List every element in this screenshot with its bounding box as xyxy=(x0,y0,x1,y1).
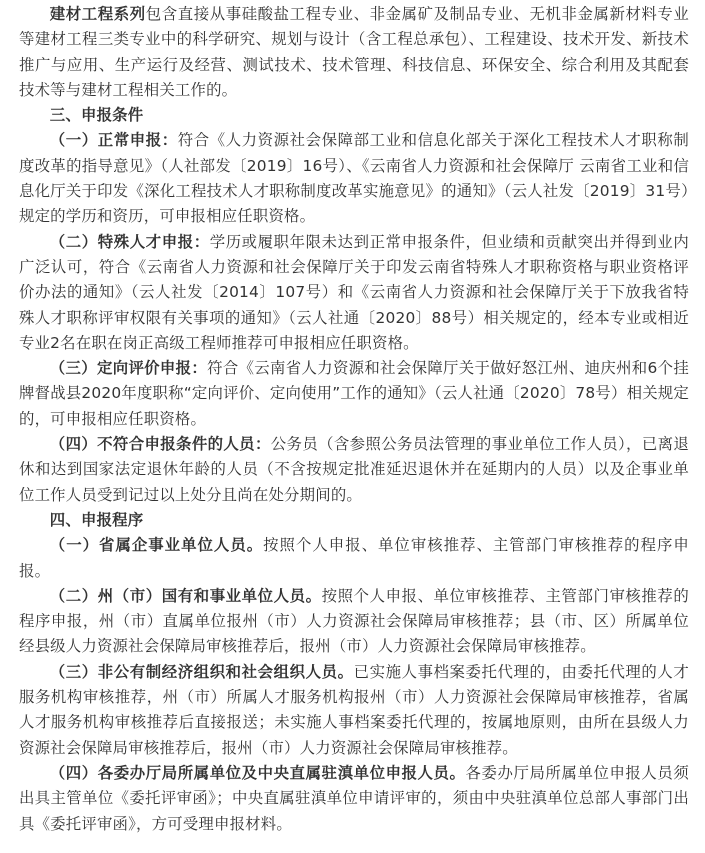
paragraph-lead: （一）正常申报： xyxy=(49,131,178,150)
paragraph-non-public-organizations xyxy=(19,660,689,761)
paragraph-lead: （四）各委办厅局所属单位及中央直属驻滇单位申报人员。 xyxy=(49,763,466,782)
paragraph-text: 符合《云南省人力资源和社会保障厅关于做好怒江州、迪庆州和6个挂牌督战县2020年度职称“定向评价、定向使用”工作的通知》（云人社通〔2020〕78号）相关规定的，可申报相应任职资格。 xyxy=(19,359,689,428)
paragraph-prefecture-units xyxy=(19,584,689,660)
paragraph-text: 学历或履职年限未达到正常申报条件，但业绩和贡献突出并得到业内广泛认可，符合《云南省人力资源和社会保障厅关于印发云南省特殊人才职称资格与职业资格评价办法的通知》（云人社发〔2014〕107号）和《云南省人力资源和社会保障厅关于下放我省特殊人才职称评审权限有关事项的通知》（云人社通〔2020〕88号）相关规定的，经本专业或相近专业2名在职在岗正高级工程师推荐可申报相应任职资格。 xyxy=(19,232,689,352)
paragraph-lead: （三）定向评价申报： xyxy=(49,359,208,378)
paragraph-central-units-in-yunnan xyxy=(19,761,689,837)
paragraph-ineligible-persons xyxy=(19,432,689,508)
paragraph-lead: （一）省属企事业单位人员。 xyxy=(49,536,264,555)
paragraph-lead: （三）非公有制经济组织和社会组织人员。 xyxy=(49,662,354,681)
paragraph-lead: （二）特殊人才申报： xyxy=(49,232,210,251)
paragraph-text: 各委办厅局所属单位申报人员须出具主管单位《委托评审函》；中央直属驻滇单位申请评审的，须由中央驻滇单位总部人事部门出具《委托评审函》，方可受理申报材料。 xyxy=(19,763,689,833)
paragraph-text: 按照个人申报、单位审核推荐、主管部门审核推荐的程序申报，州（市）直属单位报州（市）人力资源社会保障局审核推荐；县（市、区）所属单位经县级人力资源社会保障局审核推荐后，报州（市）人力资源社会保障局审核推荐。 xyxy=(19,586,689,656)
paragraph-text: 按照个人申报、单位审核推荐、主管部门审核推荐的程序申报。 xyxy=(19,536,689,580)
paragraph-text: 公务员（含参照公务员法管理的事业单位工作人员），已离退休和达到国家法定退休年龄的人员（不含按规定批准延迟退休并在延期内的人员）以及企事业单位工作人员受到记过以上处分且尚在处分期间的。 xyxy=(19,435,689,504)
paragraph-text: 已实施人事档案委托代理的，由委托代理的人才服务机构审核推荐，州（市）所属人才服务机构报州（市）人力资源社会保障局审核推荐，省属人才服务机构审核推荐后直接报送；未实施人事档案委托代理的，按属地原则，由所在县级人力资源社会保障局审核推荐后，报州（市）人力资源社会保障局审核推荐。 xyxy=(19,662,689,757)
paragraph-lead: 建材工程系列 xyxy=(49,5,146,23)
section-heading-requirements: 三、申报条件 xyxy=(49,106,144,125)
paragraph-special-talent-application xyxy=(19,230,689,356)
paragraph-building-materials-scope xyxy=(19,2,689,103)
paragraph-text: 包含直接从事硅酸盐工程专业、非金属矿及制品专业、无机非金属新材料专业等建材工程三类专业中的科学研究、规划与设计（含工程总承包）、工程建设、技术开发、新技术推广与应用、生产运行及经营、测试技术、技术管理、科技信息、环保安全、综合利用及其配套技术等与建材工程相关工作的。 xyxy=(19,5,689,99)
paragraph-lead: （二）州（市）国有和事业单位人员。 xyxy=(49,586,322,605)
paragraph-text: 符合《人力资源社会保障部工业和信息化部关于深化工程技术人才职称制度改革的指导意见》（人社部发〔2019〕16号）、《云南省人力资源和社会保障厅 云南省工业和信息化厅关于印发《深化工程技术人才职称制度改革实施意见》的通知》（云人社发〔2019〕31号）规定的学历和资历，可申报相应任职资格。 xyxy=(19,131,689,226)
paragraph-targeted-evaluation-application xyxy=(19,356,689,432)
paragraph-normal-application xyxy=(19,128,689,229)
paragraph-provincial-units xyxy=(19,533,689,584)
section-heading-procedure: 四、申报程序 xyxy=(49,510,144,529)
paragraph-lead: （四）不符合申报条件的人员： xyxy=(49,435,271,454)
